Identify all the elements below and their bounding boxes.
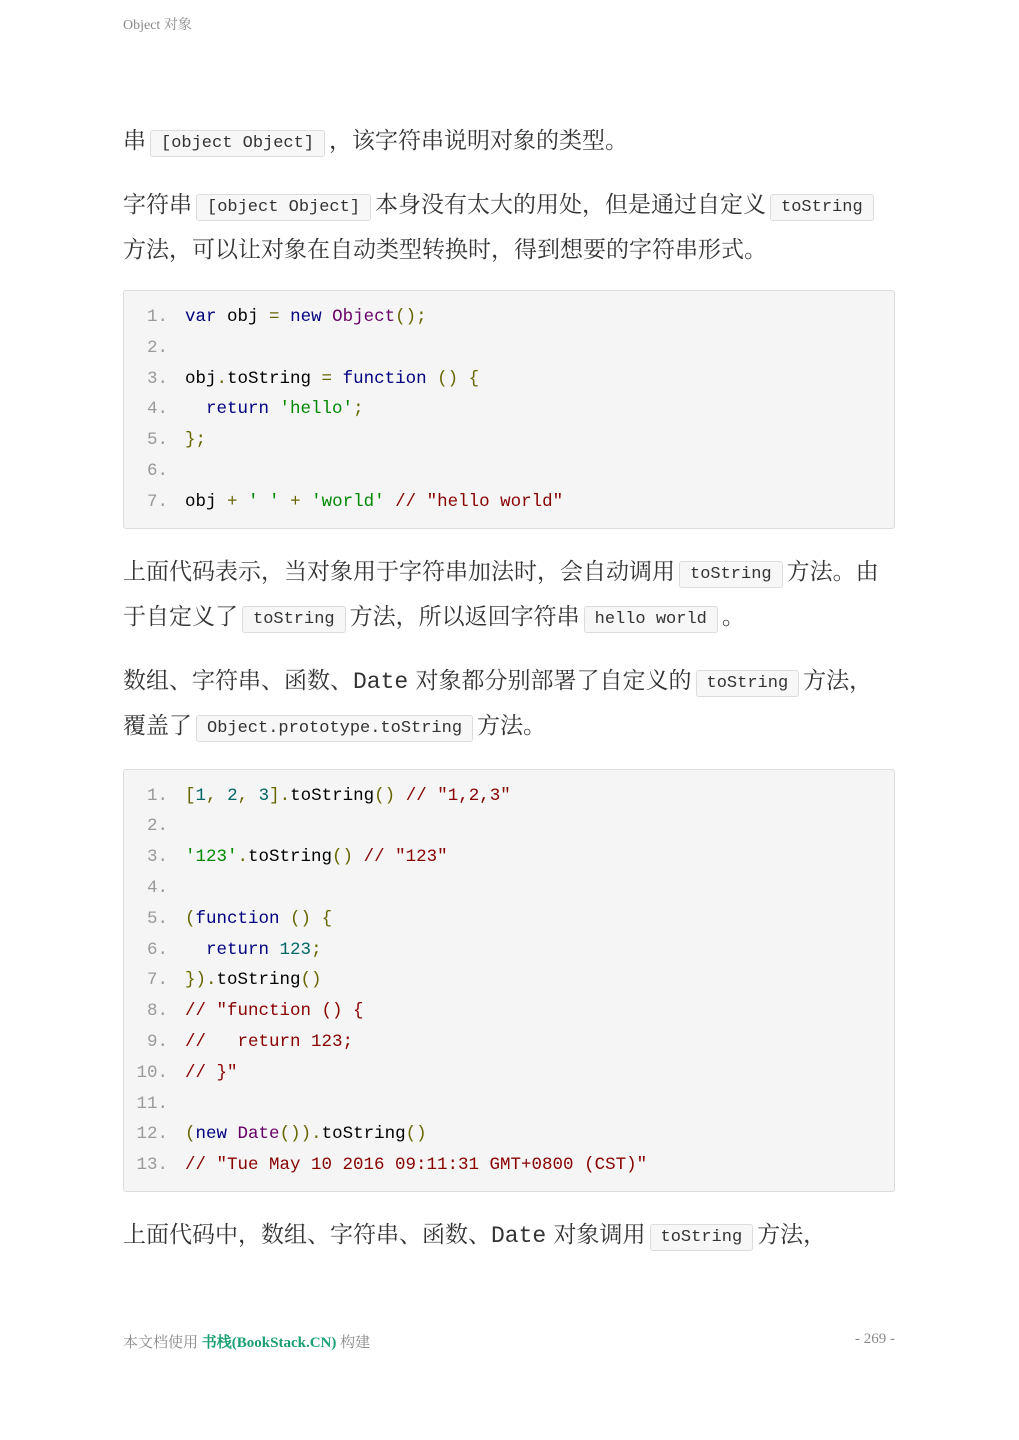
code-token: Object (332, 307, 396, 327)
code-token: [ (185, 785, 196, 806)
code-line (124, 781, 894, 812)
text: ，该字符串说明对象的类型。 (329, 128, 629, 154)
code-token (238, 492, 249, 512)
code-line (124, 965, 894, 996)
code-token: + (290, 491, 301, 512)
code-token (458, 369, 469, 389)
text: 方法，可以让对象在自动类型转换时，得到想要的字符串形式。 (123, 237, 767, 263)
code-text (168, 1119, 427, 1150)
text: 方法，覆盖了 (123, 667, 873, 739)
code-token (385, 492, 396, 512)
paragraph-2 (123, 184, 895, 271)
code-text (168, 996, 364, 1027)
inline-code: toString (696, 670, 800, 697)
code-token: new (290, 307, 322, 327)
code-token: ( (185, 908, 196, 929)
code-token (353, 847, 364, 867)
code-line (124, 1027, 894, 1058)
paragraph-3 (123, 551, 895, 641)
code-token: return (206, 939, 270, 960)
code-text (168, 302, 427, 333)
line-number: 11. (136, 1093, 168, 1114)
text: 方法。 (477, 712, 547, 739)
code-line (124, 1058, 894, 1089)
code-token: = (321, 368, 333, 389)
code-token: toString (248, 847, 333, 868)
text: 上面代码表示，当对象用于字符串加法时，会自动调用 (123, 558, 675, 585)
code-token: new (195, 1124, 228, 1145)
code-token: obj (216, 307, 270, 327)
code-text (168, 1150, 647, 1181)
code-text (168, 1058, 238, 1089)
line-number: 3. (146, 368, 168, 389)
code-token: , (237, 785, 249, 806)
code-text (168, 1027, 353, 1058)
footer-text: 构建 (336, 1335, 371, 1351)
code-token (311, 909, 322, 929)
text: 字符串 (123, 192, 192, 218)
code-token (269, 399, 280, 419)
code-token: ]. (269, 785, 291, 806)
code-line (124, 811, 894, 842)
code-token: var (185, 307, 217, 327)
code-line (124, 364, 894, 395)
text: 串 (123, 128, 146, 154)
code-token: // "123" (363, 847, 448, 868)
code-line (124, 1119, 894, 1150)
code-token (280, 307, 291, 327)
paragraph-5 (123, 1214, 895, 1259)
code-token: Date (237, 1124, 280, 1145)
inline-code: [object Object] (150, 130, 325, 157)
footer-text: 本文档使用 (123, 1335, 202, 1351)
line-number: 13. (136, 1155, 168, 1176)
code-token (269, 940, 280, 960)
code-line (124, 487, 894, 518)
inline-code: toString (770, 194, 874, 221)
code-line (124, 904, 894, 935)
code-token (280, 909, 291, 929)
line-number: 1. (146, 307, 168, 327)
code-token: 1 (195, 785, 207, 806)
code-token: // "Tue May 10 2016 09:11:31 GMT+0800 (CST)" (185, 1155, 648, 1176)
text: 对象都分别部署了自定义的 (415, 667, 692, 694)
code-line (124, 394, 894, 425)
code-token: toString (216, 970, 301, 991)
code-line (124, 456, 894, 487)
line-number: 6. (146, 939, 168, 960)
code-token (217, 786, 228, 806)
code-token: }; (185, 430, 207, 451)
paragraph-1 (123, 120, 895, 165)
code-token: () (437, 368, 459, 389)
text: 方法， (757, 1221, 827, 1248)
code-token: // }" (185, 1062, 238, 1083)
code-text (168, 811, 185, 842)
code-token: = (269, 307, 280, 327)
text: 方法，所以返回字符串 (349, 603, 580, 630)
line-number: 5. (146, 430, 168, 451)
code-token (227, 1124, 238, 1144)
line-number: 10. (136, 1062, 168, 1083)
code-line (124, 302, 894, 333)
code-text (168, 333, 185, 364)
line-number: 8. (146, 1001, 168, 1022)
code-token: . (216, 368, 228, 389)
code-text (168, 781, 511, 812)
code-text (168, 935, 322, 966)
code-token: function (342, 368, 427, 389)
code-text (168, 364, 479, 395)
line-number: 4. (146, 399, 168, 420)
code-text (168, 456, 185, 487)
code-token (185, 940, 206, 960)
line-number: 6. (146, 460, 168, 481)
code-token (395, 786, 406, 806)
code-line (124, 873, 894, 904)
code-token: toString (290, 785, 375, 806)
code-token (185, 399, 206, 419)
code-line (124, 996, 894, 1027)
text: 上面代码中，数组、字符串、函数、 (123, 1221, 491, 1248)
code-token (332, 369, 343, 389)
line-number: 7. (146, 491, 168, 512)
code-text (168, 873, 185, 904)
code-token: toString (227, 368, 322, 389)
text: 数组、字符串、函数、 (123, 667, 353, 694)
document-content (123, 120, 895, 1278)
code-token (248, 786, 259, 806)
code-token (322, 307, 333, 327)
code-token: () (300, 970, 322, 991)
code-line (124, 1150, 894, 1181)
code-token: 3 (258, 785, 270, 806)
code-token: }). (185, 970, 217, 991)
code-token: ' ' (248, 491, 280, 512)
line-number: 2. (146, 337, 168, 358)
code-line (124, 1089, 894, 1120)
code-token (301, 492, 312, 512)
code-token: { (468, 368, 480, 389)
code-token: ; (353, 399, 364, 420)
code-block-2 (123, 769, 895, 1192)
code-token: 123 (279, 939, 312, 960)
inline-code: toString (650, 1224, 754, 1251)
code-line (124, 842, 894, 873)
code-token: // "1,2,3" (405, 785, 511, 806)
inline-code: toString (242, 606, 346, 633)
code-token: '123' (185, 847, 238, 868)
line-number: 5. (146, 908, 168, 929)
inline-code: Object.prototype.toString (196, 715, 473, 742)
mono-word: Date (491, 1222, 547, 1249)
code-token: () (290, 908, 312, 929)
code-token: 2 (227, 785, 238, 806)
code-line (124, 935, 894, 966)
text: 。 (721, 603, 745, 630)
code-block-1 (123, 290, 895, 529)
mono-word: Date (353, 668, 409, 695)
code-token: , (206, 785, 217, 806)
paragraph-4 (123, 660, 895, 750)
code-token: obj (185, 368, 217, 389)
code-line (124, 333, 894, 364)
line-number: 3. (146, 847, 168, 868)
code-token: obj (185, 491, 228, 512)
code-token (427, 369, 438, 389)
line-number: 1. (146, 785, 168, 806)
bookstack-link[interactable]: 书栈(BookStack.CN) (201, 1335, 337, 1351)
code-token (280, 492, 291, 512)
code-token: () (374, 785, 396, 806)
inline-code: [object Object] (196, 194, 371, 221)
inline-code: toString (679, 561, 783, 588)
line-number: 2. (146, 816, 168, 837)
running-header: Object 对象 (123, 18, 192, 33)
code-token: 'hello' (279, 399, 354, 420)
code-token: { (321, 908, 333, 929)
code-text (168, 1089, 185, 1120)
code-text (168, 965, 322, 996)
code-text (168, 842, 448, 873)
code-token: ()). (279, 1124, 322, 1145)
text: 方法。由于自定义了 (123, 558, 879, 630)
inline-code: hello world (584, 606, 718, 633)
code-token: 'world' (311, 491, 385, 512)
line-number: 4. (146, 877, 168, 898)
footer-credit (123, 1331, 370, 1352)
code-token: + (227, 491, 238, 512)
code-token: function (195, 908, 280, 929)
line-number: 9. (146, 1031, 168, 1052)
code-token: // "hello world" (395, 491, 564, 512)
code-token: (); (395, 307, 427, 327)
code-text (168, 394, 364, 425)
code-token: return (206, 399, 270, 420)
code-text (168, 904, 332, 935)
code-token: toString (321, 1124, 406, 1145)
page-number: - 269 - (855, 1331, 895, 1347)
line-number: 12. (136, 1124, 168, 1145)
code-token: ( (185, 1124, 196, 1145)
code-text (168, 425, 206, 456)
code-token: // "function () { (185, 1001, 364, 1022)
code-token: . (237, 847, 249, 868)
code-token: () (405, 1124, 427, 1145)
text: 本身没有太大的用处，但是通过自定义 (375, 192, 767, 218)
code-token: // return 123; (185, 1031, 354, 1052)
code-text (168, 487, 563, 518)
code-token: ; (311, 939, 322, 960)
code-line (124, 425, 894, 456)
text: 对象调用 (553, 1221, 646, 1248)
line-number: 7. (146, 970, 168, 991)
code-token: () (332, 847, 354, 868)
